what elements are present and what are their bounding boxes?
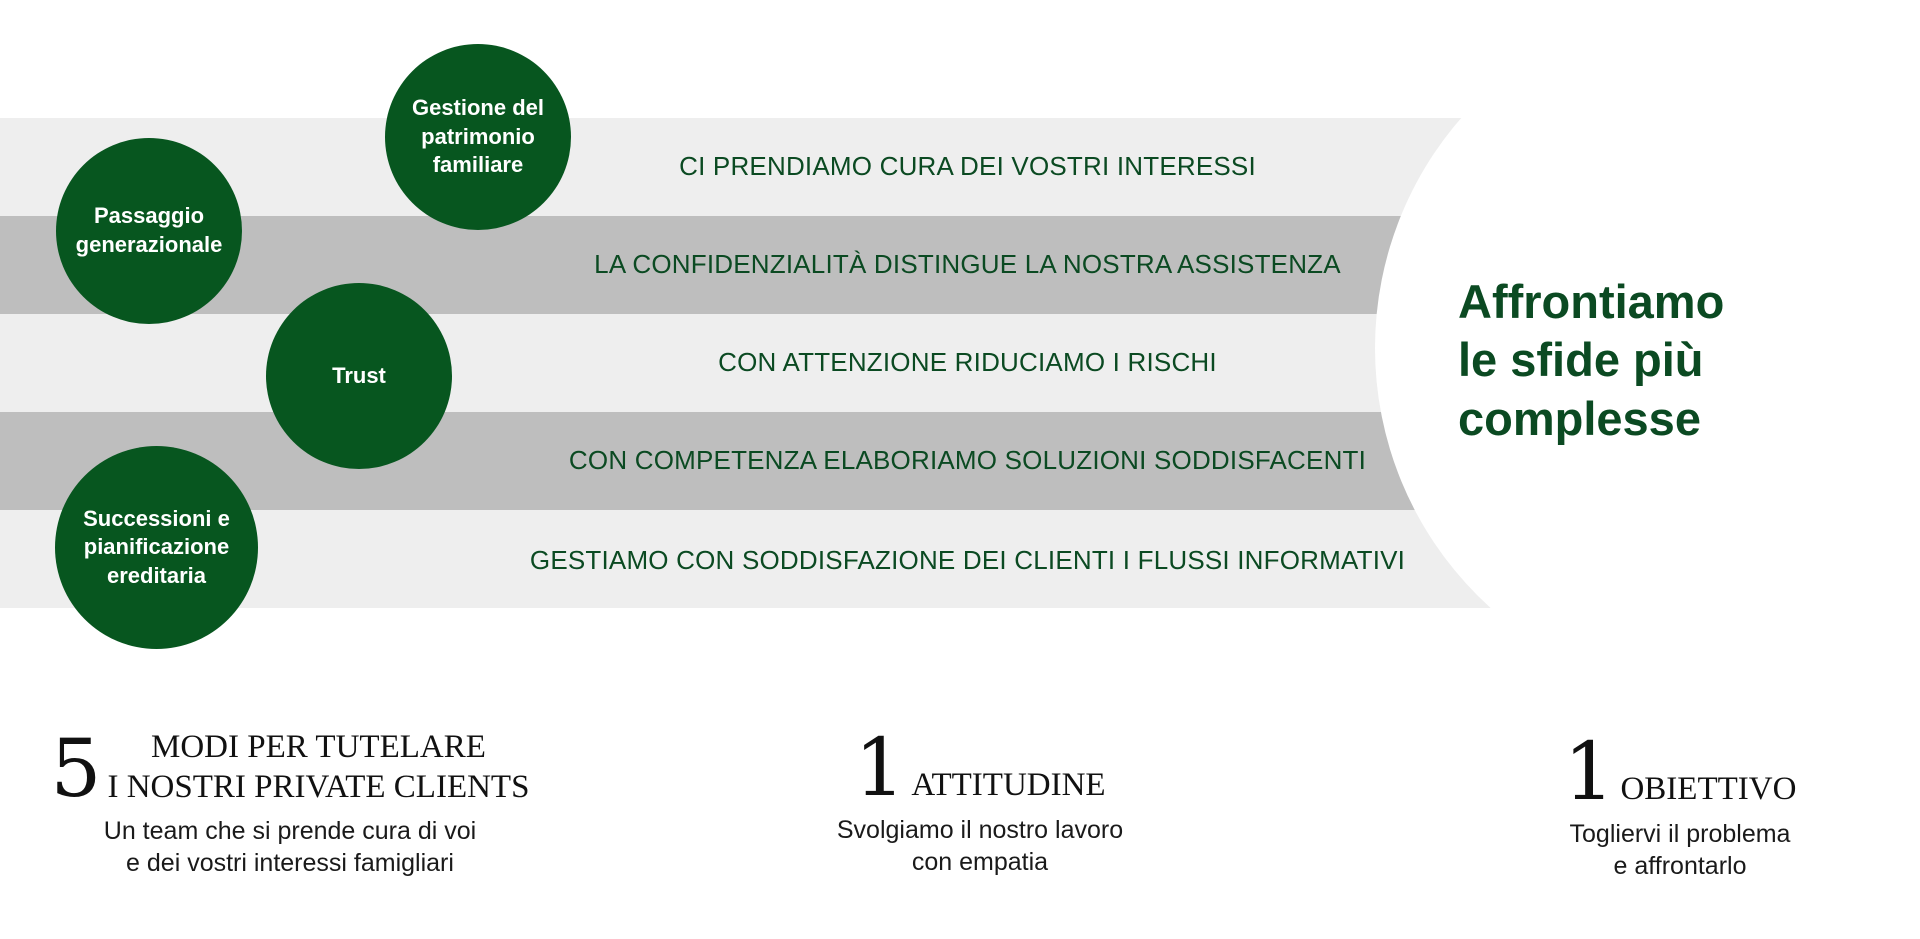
stat-modi-label: MODI PER TUTELARE I NOSTRI PRIVATE CLIENTS [107, 729, 530, 805]
circle-passaggio-label: Passaggio generazionale [75, 203, 223, 257]
circle-gestione-label: Gestione del patrimonio familiare [411, 95, 545, 178]
stat-attitudine-label: ATTITUDINE [911, 767, 1106, 804]
headline: Affrontiamo le sfide più complesse [1458, 275, 1725, 445]
stat-obiettivo-number: 1 [1563, 725, 1615, 818]
stat-attitudine-description: Svolgiamo il nostro lavoro con empatia [836, 816, 1124, 876]
circle-passaggio-generazionale [56, 138, 242, 324]
band-text-2: LA CONFIDENZIALITÀ DISTINGUE LA NOSTRA ASSISTENZA [594, 249, 1341, 279]
circle-trust [266, 283, 452, 469]
band-text-1: CI PRENDIAMO CURA DEI VOSTRI INTERESSI [679, 151, 1256, 181]
circle-trust-label: Trust [332, 362, 386, 388]
stat-modi-number: 5 [50, 722, 102, 816]
stat-modi [30, 722, 550, 879]
circle-gestione-patrimonio [385, 44, 571, 230]
stat-attitudine-number: 1 [854, 721, 906, 814]
circle-successioni [55, 446, 258, 649]
stat-obiettivo-label: OBIETTIVO [1620, 771, 1797, 808]
stat-obiettivo [1520, 725, 1840, 882]
band-text-5: GESTIAMO CON SODDISFAZIONE DEI CLIENTI I FLUSSI INFORMATIVI [529, 545, 1406, 575]
stat-obiettivo-description: Togliervi il problema e affrontarlo [1569, 820, 1791, 880]
circle-successioni-label: Successioni e pianificazione ereditaria [83, 505, 230, 588]
band-text-4: CON COMPETENZA ELABORIAMO SOLUZIONI SODDISFACENTI [568, 445, 1367, 475]
stat-attitudine [780, 721, 1180, 878]
band-text-3: CON ATTENZIONE RIDUCIAMO I RISCHI [718, 347, 1217, 377]
stat-modi-description: Un team che si prende cura di voi e dei vostri interessi famigliari [103, 817, 477, 878]
